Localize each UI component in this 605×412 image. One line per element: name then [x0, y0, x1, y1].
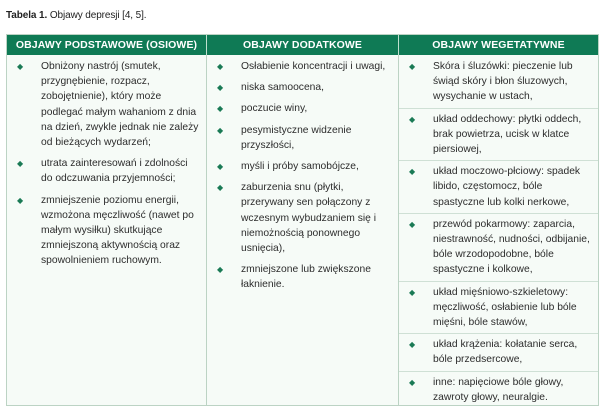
list-item-text: układ krążenia: kołatanie serca, bóle przedsercowe, — [433, 339, 578, 366]
list-item — [399, 217, 598, 282]
list-item-text: zaburzenia snu (płytki, przerywany sen połączony z wczesnym wybudzaniem się i niemożnością ponownego usnięcia), — [241, 182, 377, 255]
list-item — [399, 112, 598, 162]
list-item — [207, 101, 398, 119]
diamond-bullet-icon: ◆ — [17, 159, 24, 169]
table-caption — [6, 10, 146, 21]
header-vegetative-symptoms: OBJAWY WEGETATYWNE — [432, 39, 565, 51]
diamond-bullet-icon: ◆ — [17, 195, 24, 205]
list-item-text: Obniżony nastrój (smutek, przygnębienie, rozpacz, zobojętnienie), który może podlegać małym wahaniom z dnia na dzień, zwykle jednak nie zależy od bieżących wydarzeń; — [41, 61, 199, 149]
list-item — [7, 193, 206, 272]
header-additional-symptoms: OBJAWY DODATKOWE — [207, 35, 399, 55]
list-item-text: niska samoocena, — [241, 82, 324, 94]
diamond-bullet-icon: ◆ — [217, 265, 224, 275]
diamond-bullet-icon: ◆ — [409, 114, 416, 124]
list-item-text: pesymistyczne widzenie przyszłości, — [241, 124, 352, 151]
diamond-bullet-icon: ◆ — [409, 340, 416, 350]
column-core-symptoms — [7, 55, 207, 405]
list-item — [207, 159, 398, 177]
diamond-bullet-icon: ◆ — [409, 377, 416, 387]
list-item — [207, 123, 398, 156]
column-vegetative-symptoms — [399, 55, 598, 405]
list-item — [7, 156, 206, 189]
table-body — [7, 55, 598, 405]
diamond-bullet-icon: ◆ — [409, 287, 416, 297]
diamond-bullet-icon: ◆ — [217, 183, 224, 193]
table-header — [7, 35, 598, 55]
list-item — [399, 337, 598, 371]
list-item-text: przewód pokarmowy: zaparcia, niestrawność, nudności, odbijanie, bóle wrzodopodobne, bóle spastyczne i kolkowe, — [433, 218, 590, 276]
list-item-text: zmniejszenie poziomu energii, wzmożona męczliwość (nawet po małym wysiłku) skutkujące zmniejszoną aktywnością oraz spowolnieniem ruchowym. — [41, 194, 194, 267]
list-item-text: układ moczowo-płciowy: spadek libido, częstomocz, bóle spastyczne lub kolki nerkowe, — [433, 166, 581, 208]
list-item — [207, 80, 398, 98]
list-item-text: inne: napięciowe bóle głowy, zawroty głowy, neuralgie. — [433, 376, 564, 403]
list-item — [7, 59, 206, 153]
column-additional-symptoms — [207, 55, 399, 405]
list-item — [207, 59, 398, 77]
list-item — [399, 164, 598, 214]
list-item-text: Skóra i śluzówki: pieczenie lub świąd skóry i błon śluzowych, wysychanie w ustach, — [433, 61, 573, 103]
diamond-bullet-icon: ◆ — [217, 125, 224, 135]
diamond-bullet-icon: ◆ — [17, 62, 24, 71]
list-item-text: poczucie winy, — [241, 103, 308, 115]
diamond-bullet-icon: ◆ — [217, 83, 224, 93]
list-item-text: Osłabienie koncentracji i uwagi, — [241, 61, 386, 72]
symptoms-table — [6, 34, 599, 406]
list-item — [207, 262, 398, 295]
table-caption-text: Objawy depresji [4, 5]. — [49, 10, 147, 21]
diamond-bullet-icon: ◆ — [217, 62, 224, 71]
list-item — [399, 375, 598, 408]
list-item-text: utrata zainteresowań i zdolności do odczuwania przyjemności; — [41, 158, 188, 185]
list-item-text: myśli i próby samobójcze, — [241, 161, 359, 173]
table-caption-label: Tabela 1. — [6, 10, 48, 21]
list-item-text: zmniejszone lub zwiększone łaknienie. — [241, 264, 371, 291]
diamond-bullet-icon: ◆ — [409, 219, 416, 229]
diamond-bullet-icon: ◆ — [409, 62, 416, 71]
list-item-text: układ mięśniowo-szkieletowy: męczliwość, osłabienie lub bóle mięśni, bóle stawów, — [433, 286, 577, 329]
diamond-bullet-icon: ◆ — [217, 104, 224, 114]
list-item — [399, 285, 598, 335]
diamond-bullet-icon: ◆ — [217, 162, 224, 172]
diamond-bullet-icon: ◆ — [409, 167, 416, 177]
list-item-text: układ oddechowy: płytki oddech, brak powietrza, ucisk w klatce piersiowej, — [433, 113, 582, 156]
list-item — [399, 59, 598, 109]
header-core-symptoms: OBJAWY PODSTAWOWE (OSIOWE) — [7, 35, 207, 55]
list-item — [207, 180, 398, 259]
